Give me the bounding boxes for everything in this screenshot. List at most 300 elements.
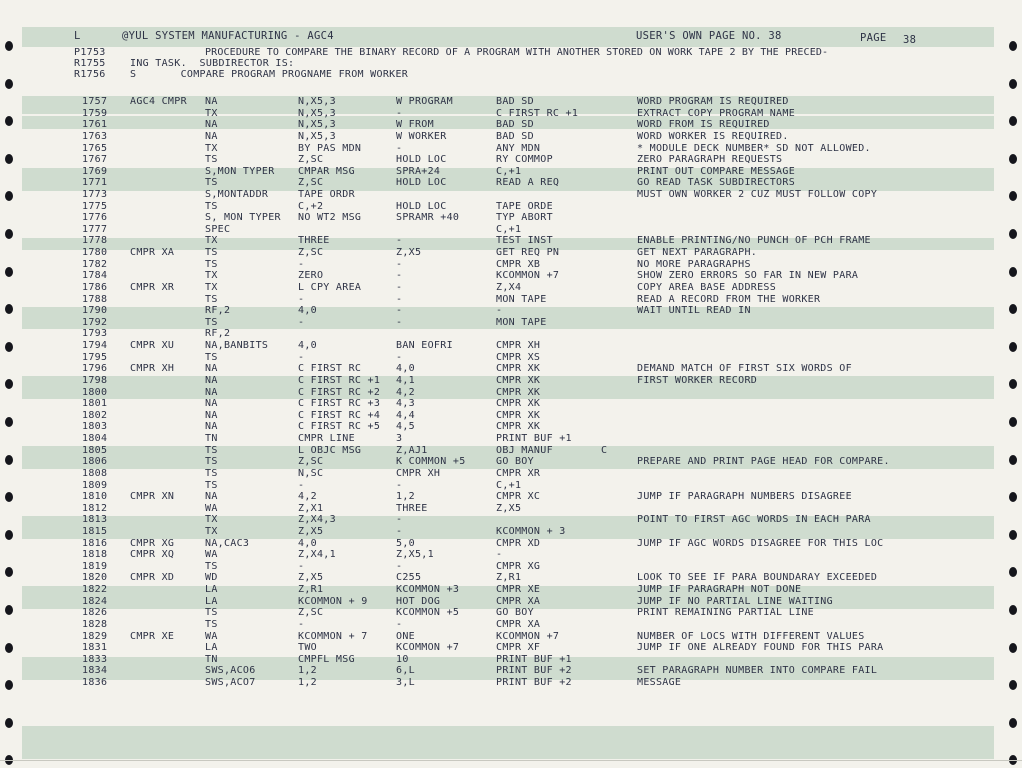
comment-field: JUMP IF AGC WORDS DISAGREE FOR THIS LOC bbox=[637, 537, 884, 549]
line-number: 1792 bbox=[82, 316, 108, 328]
address-field: THREE bbox=[396, 502, 428, 514]
address-field: MON TAPE bbox=[496, 293, 547, 305]
listing-line bbox=[0, 109, 1022, 119]
address-field: 1,2 bbox=[298, 677, 317, 688]
address-field: - bbox=[496, 305, 503, 317]
line-number: 1763 bbox=[82, 130, 108, 142]
address-field: CMPR XE bbox=[496, 584, 541, 595]
address-field: C255 bbox=[396, 572, 422, 584]
comment-field: WORD WORKER IS REQUIRED. bbox=[637, 130, 789, 142]
opcode-field: TS bbox=[205, 479, 218, 491]
address-field: Z,SC bbox=[298, 154, 324, 166]
listing-line bbox=[0, 492, 1022, 502]
opcode-field: TS bbox=[205, 560, 218, 572]
line-number: 1826 bbox=[82, 607, 108, 619]
address-field: Z,AJ1 bbox=[396, 444, 428, 456]
address-field: - bbox=[396, 281, 403, 293]
line-number: 1819 bbox=[82, 560, 108, 572]
comment-field: MUST OWN WORKER 2 CUZ MUST FOLLOW COPY bbox=[637, 189, 878, 200]
comment-field: JUMP IF PARAGRAPH NOT DONE bbox=[637, 584, 802, 595]
address-field: - bbox=[298, 560, 305, 572]
perforation-line bbox=[0, 760, 1022, 761]
listing-line bbox=[0, 562, 1022, 572]
line-number: 1822 bbox=[82, 584, 108, 595]
comment-field: ENABLE PRINTING/NO PUNCH OF PCH FRAME bbox=[637, 235, 871, 247]
line-number: 1834 bbox=[82, 665, 108, 677]
line-number: R1755 bbox=[74, 58, 106, 69]
address-field: TAPE ORDR bbox=[298, 189, 355, 200]
opcode-field: NA bbox=[205, 386, 218, 398]
opcode-field: TX bbox=[205, 514, 218, 526]
comment-field: SET PARAGRAPH NUMBER INTO COMPARE FAIL bbox=[637, 665, 878, 677]
line-number: 1815 bbox=[82, 525, 108, 537]
address-field: 3,L bbox=[396, 677, 415, 688]
address-field: 4,0 bbox=[298, 340, 317, 351]
comment-field: LOOK TO SEE IF PARA BOUNDARAY EXCEEDED bbox=[637, 572, 878, 584]
listing-line bbox=[0, 446, 1022, 456]
opcode-field: NA bbox=[205, 374, 218, 386]
address-field: Z,R1 bbox=[496, 572, 522, 584]
address-field: CMPAR MSG bbox=[298, 165, 355, 177]
line-number: 1800 bbox=[82, 386, 108, 398]
green-band bbox=[22, 726, 994, 759]
listing-line bbox=[0, 341, 1022, 351]
address-field: KCOMMON +7 bbox=[496, 630, 560, 642]
address-field: TAPE ORDE bbox=[496, 200, 553, 212]
opcode-field: NA,BANBITS bbox=[205, 340, 269, 351]
opcode-field: SPEC bbox=[205, 223, 231, 235]
address-field: - bbox=[396, 107, 403, 119]
address-field: CMPR LINE bbox=[298, 433, 355, 444]
address-field: - bbox=[396, 618, 403, 630]
address-field: PRINT BUF +1 bbox=[496, 433, 572, 444]
address-field: 4,1 bbox=[396, 374, 415, 386]
line-number: 1761 bbox=[82, 119, 108, 131]
opcode-field: SWS,ACO7 bbox=[205, 677, 256, 688]
address-field: Z,X1 bbox=[298, 502, 324, 514]
opcode-field: TS bbox=[205, 154, 218, 166]
address-field: - bbox=[396, 560, 403, 572]
address-field: KCOMMON + 3 bbox=[496, 525, 566, 537]
opcode-field: RF,2 bbox=[205, 305, 231, 317]
listing-line bbox=[0, 236, 1022, 246]
comment-field: DEMAND MATCH OF FIRST SIX WORDS OF bbox=[637, 363, 852, 375]
line-number: 1769 bbox=[82, 165, 108, 177]
listing-line bbox=[0, 388, 1022, 398]
intro-text: S COMPARE PROGRAM PROGNAME FROM WORKER bbox=[130, 69, 409, 80]
header-page-number: 38 bbox=[903, 34, 917, 46]
comment-field: * MODULE DECK NUMBER* SD NOT ALLOWED. bbox=[637, 142, 871, 154]
comment-field: GET NEXT PARAGRAPH. bbox=[637, 247, 758, 259]
opcode-field: RF,2 bbox=[205, 328, 231, 340]
listing-line bbox=[0, 515, 1022, 525]
listing-line bbox=[0, 248, 1022, 258]
line-number: 1776 bbox=[82, 212, 108, 224]
address-field: MON TAPE bbox=[496, 316, 547, 328]
listing-line bbox=[0, 283, 1022, 293]
address-field: - bbox=[496, 549, 503, 561]
address-field: KCOMMON + 9 bbox=[298, 595, 368, 607]
address-field: C FIRST RC +4 bbox=[298, 409, 381, 421]
opcode-field: LA bbox=[205, 642, 218, 654]
opcode-field: TS bbox=[205, 456, 218, 468]
listing-line bbox=[0, 202, 1022, 212]
opcode-field: TX bbox=[205, 525, 218, 537]
listing-line bbox=[0, 260, 1022, 270]
listing-line bbox=[0, 481, 1022, 491]
address-field: RY COMMOP bbox=[496, 154, 553, 166]
address-field: CMPR XB bbox=[496, 258, 541, 270]
line-number: 1790 bbox=[82, 305, 108, 317]
line-number: 1803 bbox=[82, 421, 108, 433]
opcode-field: NA bbox=[205, 130, 218, 142]
listing-line bbox=[0, 132, 1022, 142]
listing-line bbox=[0, 295, 1022, 305]
address-field: W WORKER bbox=[396, 130, 447, 142]
address-field: HOLD LOC bbox=[396, 177, 447, 189]
listing-line bbox=[0, 573, 1022, 583]
address-field: KCOMMON +5 bbox=[396, 607, 460, 619]
line-number: 1798 bbox=[82, 374, 108, 386]
opcode-field: TX bbox=[205, 142, 218, 154]
address-field: C FIRST RC +5 bbox=[298, 421, 381, 433]
comment-field: GO READ TASK SUBDIRECTORS bbox=[637, 177, 796, 189]
line-number: 1804 bbox=[82, 433, 108, 444]
address-field: NO WT2 MSG bbox=[298, 212, 362, 224]
comment-field: WORD FROM IS REQUIRED bbox=[637, 119, 770, 131]
opcode-field: S,MON TYPER bbox=[205, 165, 275, 177]
listing-line bbox=[0, 155, 1022, 165]
address-field: CMPR XA bbox=[496, 595, 541, 607]
listing-line bbox=[0, 643, 1022, 653]
address-field: Z,X4,3 bbox=[298, 514, 336, 526]
comment-field: EXTRACT COPY PROGRAM NAME bbox=[637, 107, 796, 119]
address-field: PRINT BUF +1 bbox=[496, 653, 572, 665]
address-field: Z,SC bbox=[298, 607, 324, 619]
listing-line bbox=[0, 469, 1022, 479]
intro-line bbox=[0, 48, 1022, 58]
listing-line bbox=[0, 329, 1022, 339]
line-number: 1777 bbox=[82, 223, 108, 235]
listing-line bbox=[0, 527, 1022, 537]
listing-line bbox=[0, 271, 1022, 281]
label-field: CMPR XD bbox=[130, 572, 175, 584]
opcode-field: TS bbox=[205, 444, 218, 456]
address-field: Z,X5 bbox=[396, 247, 422, 259]
address-field: 4,2 bbox=[396, 386, 415, 398]
comment-field: NO MORE PARAGRAPHS bbox=[637, 258, 751, 270]
address-field: CMPR XK bbox=[496, 421, 541, 433]
listing-line bbox=[0, 539, 1022, 549]
opcode-field: TX bbox=[205, 107, 218, 119]
address-field: 10 bbox=[396, 653, 409, 665]
address-field: C,+1 bbox=[496, 165, 522, 177]
address-field: 1,2 bbox=[396, 491, 415, 503]
opcode-field: SWS,ACO6 bbox=[205, 665, 256, 677]
opcode-field: TS bbox=[205, 247, 218, 259]
address-field: KCOMMON +3 bbox=[396, 584, 460, 595]
line-number: 1836 bbox=[82, 677, 108, 688]
line-number: 1796 bbox=[82, 363, 108, 375]
label-field: CMPR XH bbox=[130, 363, 175, 375]
address-field: CMPR XK bbox=[496, 363, 541, 375]
opcode-field: WA bbox=[205, 502, 218, 514]
address-field: KCOMMON +7 bbox=[396, 642, 460, 654]
address-field: C FIRST RC +3 bbox=[298, 398, 381, 410]
address-field: TEST INST bbox=[496, 235, 553, 247]
address-field: Z,SC bbox=[298, 247, 324, 259]
address-field: Z,X5 bbox=[496, 502, 522, 514]
address-field: L OBJC MSG bbox=[298, 444, 362, 456]
address-field: 4,0 bbox=[298, 537, 317, 549]
listing-line bbox=[0, 608, 1022, 618]
opcode-field: TN bbox=[205, 653, 218, 665]
line-number: 1767 bbox=[82, 154, 108, 166]
listing-line bbox=[0, 620, 1022, 630]
address-field: THREE bbox=[298, 235, 330, 247]
listing-line bbox=[0, 504, 1022, 514]
listing-line bbox=[0, 666, 1022, 676]
address-field: - bbox=[298, 618, 305, 630]
address-field: - bbox=[396, 293, 403, 305]
address-field: 5,0 bbox=[396, 537, 415, 549]
line-number: 1809 bbox=[82, 479, 108, 491]
listing-line bbox=[0, 411, 1022, 421]
feed-hole-icon bbox=[5, 79, 13, 89]
line-number: 1759 bbox=[82, 107, 108, 119]
comment-field: C bbox=[601, 444, 608, 456]
label-field: AGC4 CMPR bbox=[130, 96, 187, 107]
line-number: 1765 bbox=[82, 142, 108, 154]
address-field: PRINT BUF +2 bbox=[496, 665, 572, 677]
listing-line bbox=[0, 422, 1022, 432]
address-field: CMPR XS bbox=[496, 351, 541, 363]
header-page-label: USER'S OWN PAGE NO. 38 bbox=[636, 30, 782, 42]
address-field: GO BOY bbox=[496, 607, 534, 619]
address-field: PRINT BUF +2 bbox=[496, 677, 572, 688]
line-number: 1794 bbox=[82, 340, 108, 351]
opcode-field: NA bbox=[205, 491, 218, 503]
address-field: GO BOY bbox=[496, 456, 534, 468]
comment-field: JUMP IF NO PARTIAL LINE WAITING bbox=[637, 595, 833, 607]
address-field: 4,0 bbox=[396, 363, 415, 375]
address-field: Z,X5 bbox=[298, 572, 324, 584]
line-number: 1784 bbox=[82, 270, 108, 282]
address-field: BAD SD bbox=[496, 96, 534, 107]
listing-line bbox=[0, 434, 1022, 444]
opcode-field: TN bbox=[205, 433, 218, 444]
opcode-field: TX bbox=[205, 235, 218, 247]
line-number: 1818 bbox=[82, 549, 108, 561]
address-field: ONE bbox=[396, 630, 415, 642]
line-number: 1771 bbox=[82, 177, 108, 189]
address-field: TWO bbox=[298, 642, 317, 654]
comment-field: ZERO PARAGRAPH REQUESTS bbox=[637, 154, 783, 166]
address-field: - bbox=[298, 293, 305, 305]
address-field: Z,SC bbox=[298, 177, 324, 189]
address-field: KCOMMON + 7 bbox=[298, 630, 368, 642]
address-field: CMPR XK bbox=[496, 386, 541, 398]
address-field: C FIRST RC +1 bbox=[298, 374, 381, 386]
address-field: N,SC bbox=[298, 467, 324, 479]
listing-line bbox=[0, 597, 1022, 607]
intro-line bbox=[0, 59, 1022, 69]
line-number: 1788 bbox=[82, 293, 108, 305]
address-field: BAD SD bbox=[496, 130, 534, 142]
address-field: OBJ MANUF bbox=[496, 444, 553, 456]
address-field: 4,2 bbox=[298, 491, 317, 503]
line-number: 1786 bbox=[82, 281, 108, 293]
line-number: 1782 bbox=[82, 258, 108, 270]
address-field: W FROM bbox=[396, 119, 434, 131]
opcode-field: LA bbox=[205, 595, 218, 607]
listing-line bbox=[0, 144, 1022, 154]
opcode-field: TS bbox=[205, 293, 218, 305]
opcode-field: WA bbox=[205, 549, 218, 561]
address-field: SPRAMR +40 bbox=[396, 212, 460, 224]
address-field: - bbox=[396, 514, 403, 526]
address-field: Z,X4 bbox=[496, 281, 522, 293]
line-number: 1802 bbox=[82, 409, 108, 421]
listing-line bbox=[0, 167, 1022, 177]
intro-line bbox=[0, 70, 1022, 80]
opcode-field: TS bbox=[205, 618, 218, 630]
comment-field: JUMP IF PARAGRAPH NUMBERS DISAGREE bbox=[637, 491, 852, 503]
address-field: Z,X4,1 bbox=[298, 549, 336, 561]
line-number: 1780 bbox=[82, 247, 108, 259]
opcode-field: TX bbox=[205, 281, 218, 293]
comment-field: PRINT REMAINING PARTIAL LINE bbox=[637, 607, 814, 619]
listing-line bbox=[0, 364, 1022, 374]
address-field: CMPR XG bbox=[496, 560, 541, 572]
line-number: 1812 bbox=[82, 502, 108, 514]
address-field: 3 bbox=[396, 433, 403, 444]
comment-field: NUMBER OF LOCS WITH DIFFERENT VALUES bbox=[637, 630, 865, 642]
address-field: C FIRST RC bbox=[298, 363, 362, 375]
address-field: SPRA+24 bbox=[396, 165, 441, 177]
intro-text: ING TASK. SUBDIRECTOR IS: bbox=[130, 58, 295, 69]
address-field: BAD SD bbox=[496, 119, 534, 131]
address-field: - bbox=[298, 351, 305, 363]
opcode-field: NA bbox=[205, 398, 218, 410]
address-field: C,+1 bbox=[496, 479, 522, 491]
opcode-field: WD bbox=[205, 572, 218, 584]
address-field: ANY MDN bbox=[496, 142, 541, 154]
comment-field: WAIT UNTIL READ IN bbox=[637, 305, 751, 317]
intro-text: PROCEDURE TO COMPARE THE BINARY RECORD OF A PROGRAM WITH ANOTHER STORED ON WORK TAPE 2 BY THE PRECED- bbox=[205, 47, 829, 58]
address-field: Z,X5 bbox=[298, 525, 324, 537]
address-field: BY PAS MDN bbox=[298, 142, 362, 154]
address-field: - bbox=[396, 316, 403, 328]
address-field: CMPR XH bbox=[396, 467, 441, 479]
listing-line bbox=[0, 306, 1022, 316]
address-field: HOLD LOC bbox=[396, 200, 447, 212]
address-field: GET REQ PN bbox=[496, 247, 560, 259]
listing-line bbox=[0, 190, 1022, 200]
address-field: - bbox=[396, 270, 403, 282]
opcode-field: TS bbox=[205, 607, 218, 619]
line-number: 1816 bbox=[82, 537, 108, 549]
opcode-field: TX bbox=[205, 270, 218, 282]
address-field: N,X5,3 bbox=[298, 107, 336, 119]
address-field: N,X5,3 bbox=[298, 119, 336, 131]
address-field: - bbox=[298, 258, 305, 270]
line-number: 1820 bbox=[82, 572, 108, 584]
comment-field: COPY AREA BASE ADDRESS bbox=[637, 281, 777, 293]
line-number: 1831 bbox=[82, 642, 108, 654]
label-field: CMPR XE bbox=[130, 630, 175, 642]
line-number: 1805 bbox=[82, 444, 108, 456]
comment-field: POINT TO FIRST AGC WORDS IN EACH PARA bbox=[637, 514, 871, 526]
comment-field: FIRST WORKER RECORD bbox=[637, 374, 758, 386]
address-field: Z,SC bbox=[298, 456, 324, 468]
address-field: CMPR XK bbox=[496, 409, 541, 421]
line-number: 1757 bbox=[82, 96, 108, 107]
comment-field: PRINT OUT COMPARE MESSAGE bbox=[637, 165, 796, 177]
address-field: N,X5,3 bbox=[298, 130, 336, 142]
address-field: CMPR XA bbox=[496, 618, 541, 630]
header-page-word: PAGE bbox=[860, 32, 887, 44]
address-field: C,+1 bbox=[496, 223, 522, 235]
line-number: 1801 bbox=[82, 398, 108, 410]
address-field: - bbox=[396, 351, 403, 363]
feed-hole-icon bbox=[1009, 718, 1017, 728]
opcode-field: TS bbox=[205, 316, 218, 328]
line-number: 1813 bbox=[82, 514, 108, 526]
line-number: 1833 bbox=[82, 653, 108, 665]
line-number: 1810 bbox=[82, 491, 108, 503]
address-field: 6,L bbox=[396, 665, 415, 677]
listing-line bbox=[0, 178, 1022, 188]
address-field: - bbox=[396, 235, 403, 247]
line-number: 1824 bbox=[82, 595, 108, 607]
address-field: 4,0 bbox=[298, 305, 317, 317]
listing-line bbox=[0, 655, 1022, 665]
address-field: CMPR XK bbox=[496, 374, 541, 386]
comment-field: WORD PROGRAM IS REQUIRED bbox=[637, 96, 789, 107]
address-field: - bbox=[396, 142, 403, 154]
header-marker: L bbox=[74, 30, 81, 42]
address-field: CMPR XF bbox=[496, 642, 541, 654]
address-field: - bbox=[396, 258, 403, 270]
opcode-field: LA bbox=[205, 584, 218, 595]
opcode-field: NA,CAC3 bbox=[205, 537, 250, 549]
opcode-field: TS bbox=[205, 177, 218, 189]
line-number: 1793 bbox=[82, 328, 108, 340]
opcode-field: NA bbox=[205, 421, 218, 433]
header-title: @YUL SYSTEM MANUFACTURING - AGC4 bbox=[122, 30, 334, 42]
listing-line bbox=[0, 225, 1022, 235]
address-field: W PROGRAM bbox=[396, 96, 453, 107]
address-field: 4,3 bbox=[396, 398, 415, 410]
label-field: CMPR XU bbox=[130, 340, 175, 351]
opcode-field: NA bbox=[205, 96, 218, 107]
line-number: 1808 bbox=[82, 467, 108, 479]
line-number: 1828 bbox=[82, 618, 108, 630]
address-field: 4,5 bbox=[396, 421, 415, 433]
listing-line bbox=[0, 632, 1022, 642]
line-number: P1753 bbox=[74, 47, 106, 58]
line-number: 1773 bbox=[82, 189, 108, 200]
label-field: CMPR XG bbox=[130, 537, 175, 549]
line-number: 1778 bbox=[82, 235, 108, 247]
listing-line bbox=[0, 376, 1022, 386]
opcode-field: TS bbox=[205, 351, 218, 363]
opcode-field: TS bbox=[205, 467, 218, 479]
feed-hole-icon bbox=[5, 718, 13, 728]
address-field: N,X5,3 bbox=[298, 96, 336, 107]
listing-line bbox=[0, 678, 1022, 688]
